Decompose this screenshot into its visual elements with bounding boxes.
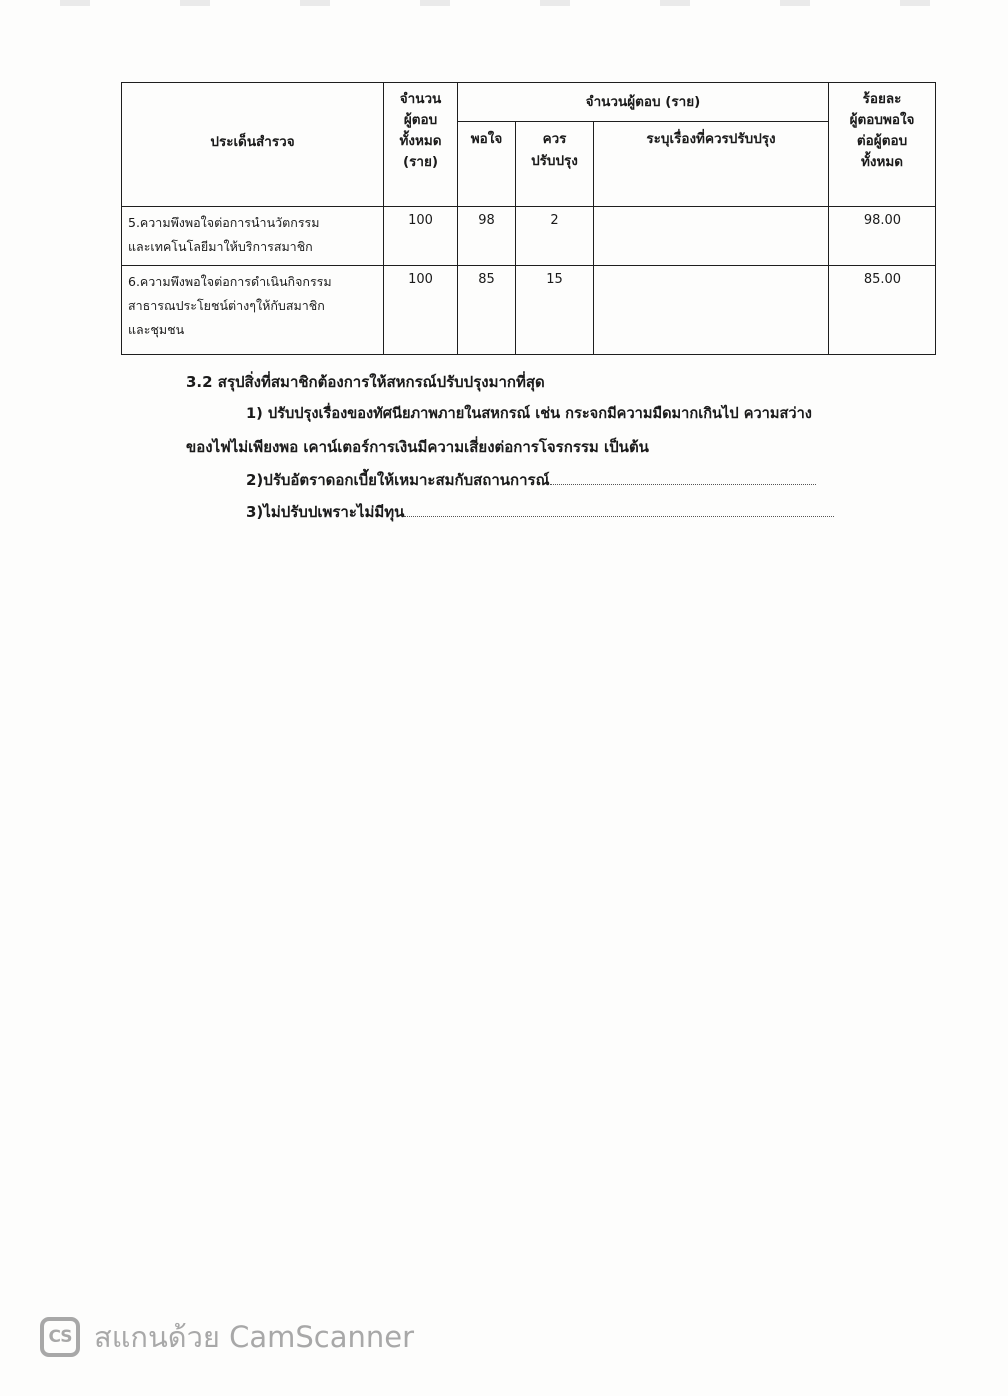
row-satisfied: 85 [458, 266, 516, 355]
row-percent: 98.00 [829, 207, 936, 266]
row-total: 100 [384, 266, 458, 355]
camscanner-logo-icon: CS [40, 1317, 80, 1357]
row-satisfied: 98 [458, 207, 516, 266]
header-percent-satisfied: ร้อยละ ผู้ตอบพอใจ ต่อผู้ตอบ ทั้งหมด [829, 83, 936, 207]
page-edge-bleed [60, 0, 960, 6]
summary-item-2: 2)ปรับอัตราดอกเบี้ยให้เหมาะสมกับสถานการณ์ [246, 468, 816, 492]
summary-heading: 3.2 สรุปสิ่งที่สมาชิกต้องการให้สหกรณ์ปรับปรุงมากที่สุด [186, 373, 545, 391]
summary-item-3: 3)ไม่ปรับปเพราะไม่มีทุน [246, 500, 834, 524]
row-improvement-items [594, 266, 829, 355]
row-improvement-items [594, 207, 829, 266]
header-respondent-group: จำนวนผู้ตอบ (ราย) [458, 83, 829, 122]
camscanner-watermark [40, 1314, 414, 1360]
table-row [122, 207, 936, 266]
row-should-improve: 2 [516, 207, 594, 266]
summary-item-1-line-2: ของไฟไม่เพียงพอ เคาน์เตอร์การเงินมีความเสี่ยงต่อการโจรกรรม เป็นต้น [186, 438, 649, 456]
header-topic: ประเด็นสำรวจ [122, 83, 384, 207]
survey-table [121, 82, 936, 355]
header-should-improve: ควร ปรับปรุง [516, 122, 594, 207]
table-row [122, 266, 936, 355]
header-satisfied: พอใจ [458, 122, 516, 207]
row-topic: 6.ความพึงพอใจต่อการดำเนินกิจกรรม สาธารณประโยชน์ต่างๆให้กับสมาชิก และชุมชน [122, 266, 384, 355]
table-header-row [122, 83, 936, 122]
header-improvement-items: ระบุเรื่องที่ควรปรับปรุง [594, 122, 829, 207]
watermark-text: สแกนด้วย CamScanner [94, 1320, 415, 1354]
row-total: 100 [384, 207, 458, 266]
summary-item-1-line-1: 1) ปรับปรุงเรื่องของทัศนียภาพภายในสหกรณ์ เช่น กระจกมีความมืดมากเกินไป ความสว่าง [246, 405, 812, 422]
row-topic: 5.ความพึงพอใจต่อการนำนวัตกรรม และเทคโนโลยีมาให้บริการสมาชิก [122, 207, 384, 266]
header-total-respondents: จำนวน ผู้ตอบ ทั้งหมด (ราย) [384, 83, 458, 207]
dotted-fill-line [550, 483, 816, 485]
row-should-improve: 15 [516, 266, 594, 355]
row-percent: 85.00 [829, 266, 936, 355]
dotted-fill-line [404, 515, 834, 517]
